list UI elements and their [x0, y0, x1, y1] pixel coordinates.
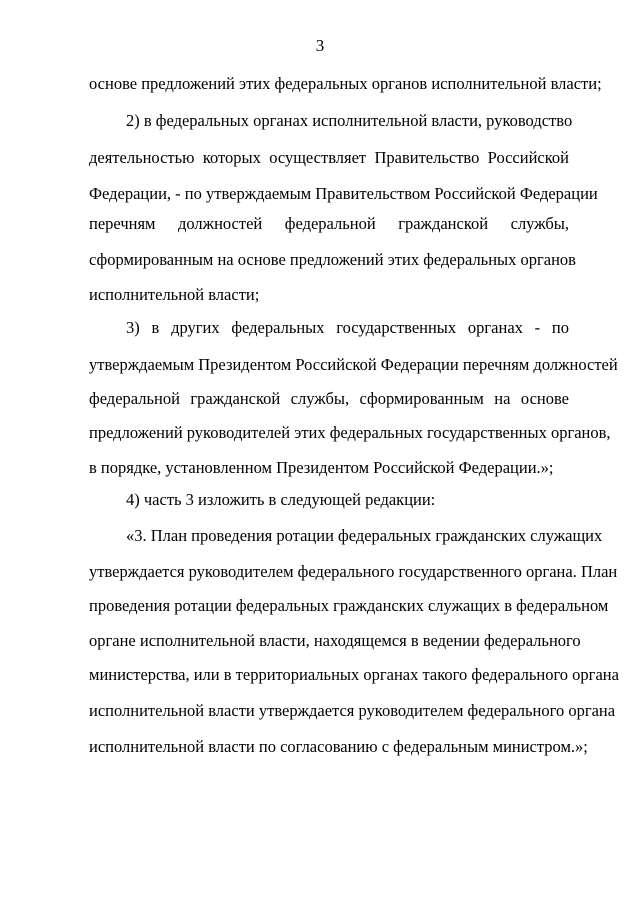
text-line: исполнительной власти утверждается руководителем федерального органа [89, 701, 616, 720]
text-line: утверждаемым Президентом Российской Федерации перечням должностей [89, 355, 618, 374]
text-line: федеральной гражданской службы, сформированным на основе [89, 389, 569, 408]
text-line: перечням должностей федеральной гражданской службы, [89, 214, 569, 233]
text-line: 2) в федеральных органах исполнительной власти, руководство [126, 111, 573, 130]
page-number: 3 [315, 36, 325, 55]
text-line: деятельностью которых осуществляет Правительство Российской [89, 148, 569, 167]
text-line: Федерации, - по утверждаемым Правительством Российской Федерации [89, 184, 598, 203]
text-line: 4) часть 3 изложить в следующей редакции: [126, 490, 436, 509]
text-line: сформированным на основе предложений этих федеральных органов [89, 250, 576, 269]
text-line: основе предложений этих федеральных органов исполнительной власти; [89, 74, 602, 93]
text-line: исполнительной власти по согласованию с федеральным министром.»; [89, 737, 588, 756]
text-line: утверждается руководителем федерального государственного органа. План [89, 562, 618, 581]
text-line: в порядке, установленном Президентом Российской Федерации.»; [89, 458, 554, 477]
text-line: проведения ротации федеральных гражданских служащих в федеральном [89, 596, 609, 615]
text-line: министерства, или в территориальных органах такого федерального органа [89, 665, 619, 684]
text-line: 3) в других федеральных государственных органах - по [126, 318, 569, 337]
text-line: исполнительной власти; [89, 285, 260, 304]
text-line: органе исполнительной власти, находящемся в ведении федерального [89, 631, 581, 650]
text-line: «3. План проведения ротации федеральных гражданских служащих [126, 526, 603, 545]
text-line: предложений руководителей этих федеральных государственных органов, [89, 423, 611, 442]
